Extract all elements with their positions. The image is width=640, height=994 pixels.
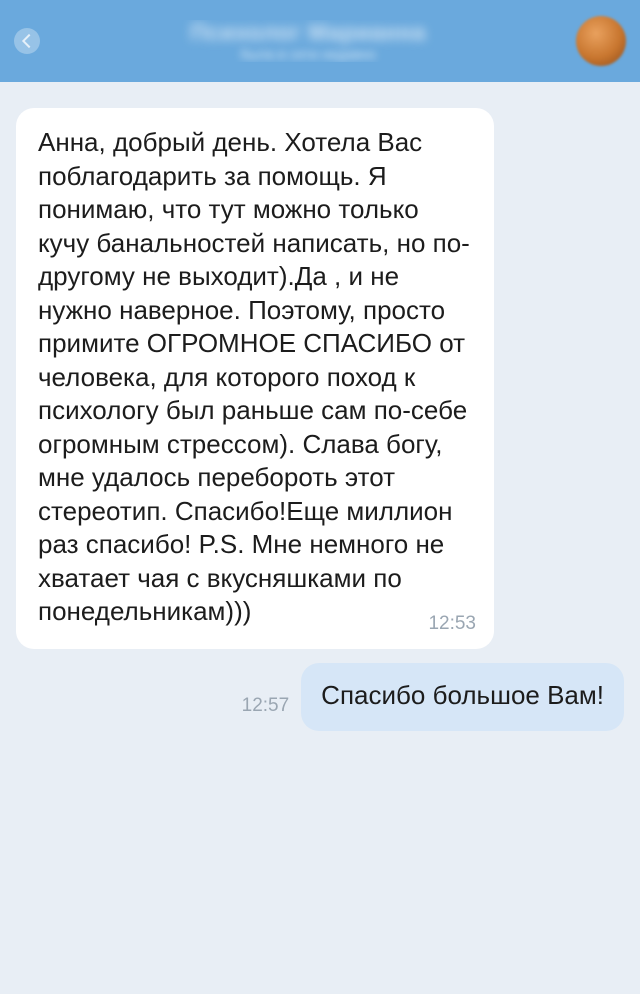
chat-header xyxy=(0,0,640,82)
message-timestamp: 12:57 xyxy=(241,694,290,716)
message-bubble-outgoing[interactable] xyxy=(301,663,624,731)
message-row-incoming xyxy=(16,108,624,649)
message-bubble-incoming[interactable] xyxy=(16,108,494,649)
avatar[interactable] xyxy=(576,16,626,66)
message-timestamp: 12:53 xyxy=(428,613,476,635)
chat-header-titles[interactable] xyxy=(50,20,566,63)
message-text: Анна, добрый день. Хотела Вас поблагодарить за помощь. Я понимаю, что тут можно только кучу банальностей написать, но по-другому не выходит).Да , и не нужно наверное. Поэтому, просто примите ОГРОМНОЕ СПАСИБО от человека, для которого поход к психологу был раньше сам по-себе огромным стрессом). Слава богу, мне удалось перебороть этот стереотип. Спасибо!Еще миллион раз спасибо! P.S. Мне немного не хватает чая с вкусняшками по понедельникам))) xyxy=(38,127,475,627)
page-title: Психолог Марианна xyxy=(190,19,426,45)
message-list[interactable] xyxy=(0,82,640,994)
message-row-outgoing xyxy=(16,663,624,731)
message-text: Спасибо большое Вам! xyxy=(321,679,604,710)
back-arrow-icon[interactable] xyxy=(14,28,40,54)
contact-status: была в сети недавно xyxy=(240,45,376,62)
